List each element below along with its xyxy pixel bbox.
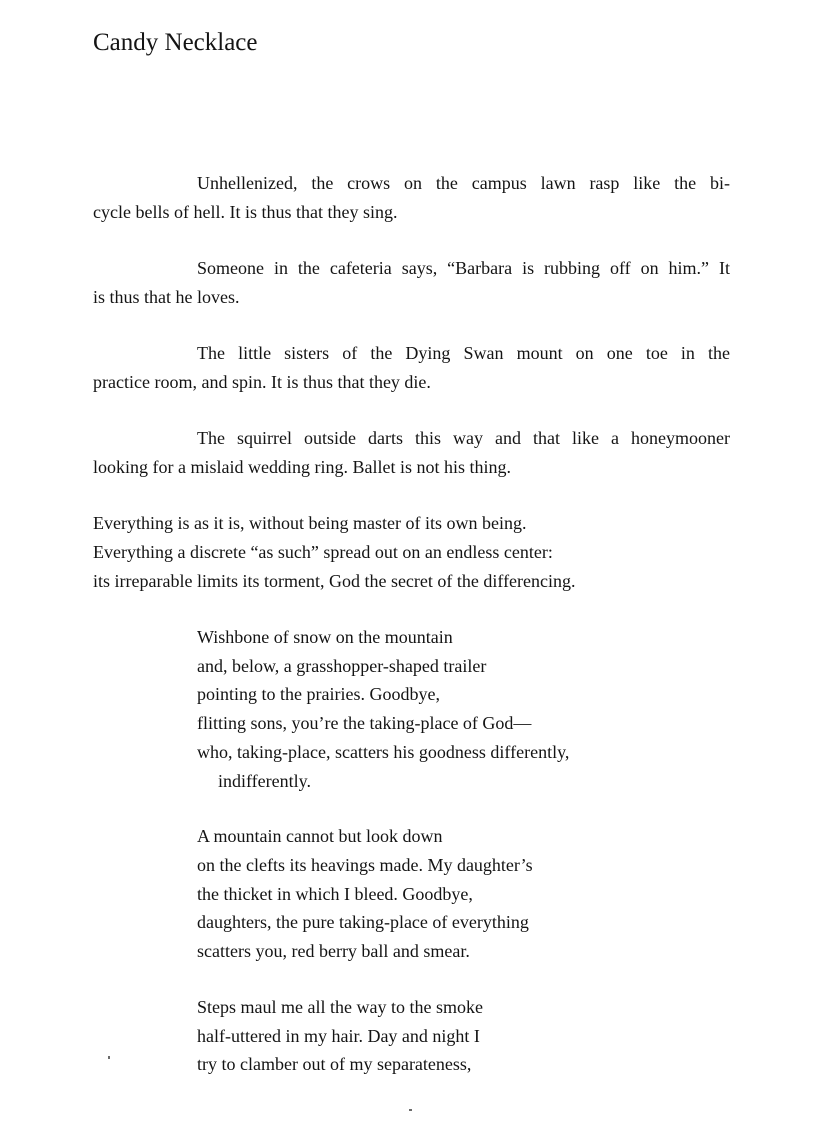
prose-line: practice room, and spin. It is thus that they die. (93, 372, 431, 392)
prose-line: The squirrel outside darts this way and that like a honeymooner (197, 428, 730, 448)
prose-line: looking for a mislaid wedding ring. Ballet is not his thing. (93, 457, 511, 477)
scan-speck (108, 1056, 110, 1059)
verse-line: daughters, the pure taking-place of everything (197, 912, 529, 932)
prose-line: is thus that he loves. (93, 287, 240, 307)
verse-line: pointing to the prairies. Goodbye, (197, 684, 440, 704)
verse-line: scatters you, red berry ball and smear. (197, 941, 470, 961)
scan-speck (409, 1109, 412, 1111)
verse-line-turnover: indifferently. (218, 771, 311, 791)
prose-line: Someone in the cafeteria says, “Barbara is rubbing off on him.” It (197, 258, 730, 278)
prose-line: Unhellenized, the crows on the campus lawn rasp like the bi- (197, 173, 730, 193)
verse-line: Steps maul me all the way to the smoke (197, 997, 483, 1017)
verse-line: Wishbone of snow on the mountain (197, 627, 453, 647)
prose-line: The little sisters of the Dying Swan mount on one toe in the (197, 343, 730, 363)
verse-line: half-uttered in my hair. Day and night I (197, 1026, 480, 1046)
verse-line: on the clefts its heavings made. My daughter’s (197, 855, 533, 875)
verse-line: A mountain cannot but look down (197, 826, 443, 846)
verse-line: who, taking-place, scatters his goodness differently, (197, 742, 570, 762)
verse-line: the thicket in which I bleed. Goodbye, (197, 884, 473, 904)
verse-line: Everything a discrete “as such” spread out on an endless center: (93, 542, 553, 562)
verse-line: flitting sons, you’re the taking-place of God— (197, 713, 532, 733)
verse-line: Everything is as it is, without being master of its own being. (93, 513, 527, 533)
poem-title: Candy Necklace (93, 29, 258, 56)
prose-line: cycle bells of hell. It is thus that they sing. (93, 202, 398, 222)
verse-line: and, below, a grasshopper-shaped trailer (197, 656, 487, 676)
verse-line: try to clamber out of my separateness, (197, 1054, 472, 1074)
verse-line: its irreparable limits its torment, God the secret of the differencing. (93, 571, 576, 591)
